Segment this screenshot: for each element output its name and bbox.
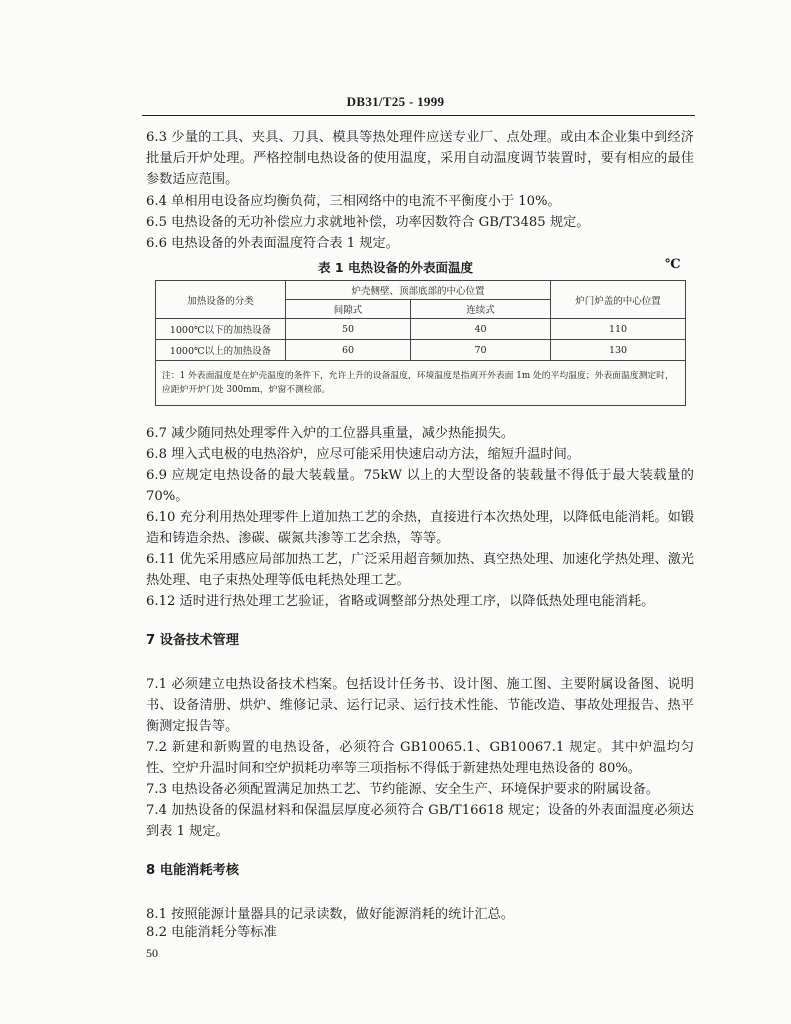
table-row	[156, 319, 686, 340]
clause-6-10: 6.10 充分利用热处理零件上道加热工艺的余热，直接进行本次热处理，以降低电能消耗。如锻造和铸造余热、渗碳、碳氮共渗等工艺余热，等等。	[146, 510, 694, 546]
section-8-heading: 8 电能消耗考核	[146, 863, 239, 878]
clause-6-11: 6.11 优先采用感应局部加热工艺，广泛采用超音频加热、真空热处理、加速化学热处理、激光热处理、电子束热处理等低电耗热处理工艺。	[146, 552, 694, 588]
table-row	[156, 340, 686, 361]
clause-7-4: 7.4 加热设备的保温材料和保温层厚度必须符合 GB/T16618 规定；设备的外表面温度必须达到表 1 规定。	[146, 803, 694, 839]
cell-value: 110	[551, 319, 686, 340]
col-header-batch: 间隙式	[286, 300, 411, 319]
cell-value: 50	[286, 319, 411, 340]
clause-6-12: 6.12 适时进行热处理工艺验证，省略或调整部分热处理工序，以降低热处理电能消耗。	[146, 594, 655, 609]
cell-value: 60	[286, 340, 411, 361]
standard-code: DB31/T25 - 1999	[346, 94, 445, 109]
cell-value: 40	[411, 319, 551, 340]
row-label: 1000℃以上的加热设备	[156, 340, 286, 361]
col-header-door: 炉门炉盖的中心位置	[551, 281, 686, 319]
col-header-device: 加热设备的分类	[156, 281, 286, 319]
col-header-wall: 炉壳侧壁、顶部底部的中心位置	[286, 281, 551, 300]
cell-value: 70	[411, 340, 551, 361]
clause-8-2: 8.2 电能消耗分等标准	[146, 925, 277, 940]
clause-6-3: 6.3 少量的工具、夹具、刀具、模具等热处理件应送专业厂、点处理。或由本企业集中到经济批量后开炉处理。严格控制电热设备的使用温度，采用自动温度调节装置时，要有相应的最佳参数适应范围。	[146, 130, 694, 187]
clause-6-6: 6.6 电热设备的外表面温度符合表 1 规定。	[146, 236, 399, 251]
clause-7-3: 7.3 电热设备必须配置满足加热工艺、节约能源、安全生产、环境保护要求的附属设备。	[146, 782, 660, 797]
clause-6-5: 6.5 电热设备的无功补偿应力求就地补偿，功率因数符合 GB/T3485 规定。	[146, 215, 590, 230]
header-divider	[142, 115, 695, 116]
cell-value: 130	[551, 340, 686, 361]
table-note: 注：1 外表面温度是在炉壳温度的条件下，允许上升的设备温度，环境温度是指离开外表面 1m 处的平均温度；外表面温度测定时，应距炉开炉门处 300mm，炉窗不测检部。	[156, 361, 686, 406]
clause-7-1: 7.1 必须建立电热设备技术档案。包括设计任务书、设计图、施工图、主要附属设备图、说明书、设备清册、烘炉、维修记录、运行记录、运行技术性能、节能改造、事故处理报告、热平衡测定报告等。	[146, 677, 694, 734]
clause-6-8: 6.8 埋入式电极的电热浴炉，应尽可能采用快速启动方法，缩短升温时间。	[146, 447, 580, 462]
section-7-heading: 7 设备技术管理	[146, 633, 239, 648]
clause-8-1: 8.1 按照能源计量器具的记录读数，做好能源消耗的统计汇总。	[146, 907, 515, 922]
clause-6-7: 6.7 减少随同热处理零件入炉的工位器具重量，减少热能损失。	[146, 426, 515, 441]
col-header-continuous: 连续式	[411, 300, 551, 319]
table-1-title: 表 1 电热设备的外表面温度	[318, 260, 473, 275]
table-1	[155, 280, 685, 406]
clause-6-4: 6.4 单相用电设备应均衡负荷，三相网络中的电流不平衡度小于 10%。	[146, 194, 561, 209]
clause-7-2: 7.2 新建和新购置的电热设备，必须符合 GB10065.1、GB10067.1 规定。其中炉温均匀性、空炉升温时间和空炉损耗功率等三项指标不得低于新建热处理电热设备的 80%。	[146, 740, 694, 776]
table-1-unit: ℃	[665, 257, 681, 272]
clause-6-9: 6.9 应规定电热设备的最大装载量。75kW 以上的大型设备的装载量不得低于最大装载量的 70%。	[146, 468, 694, 504]
page-number: 50	[146, 946, 158, 960]
row-label: 1000℃以下的加热设备	[156, 319, 286, 340]
